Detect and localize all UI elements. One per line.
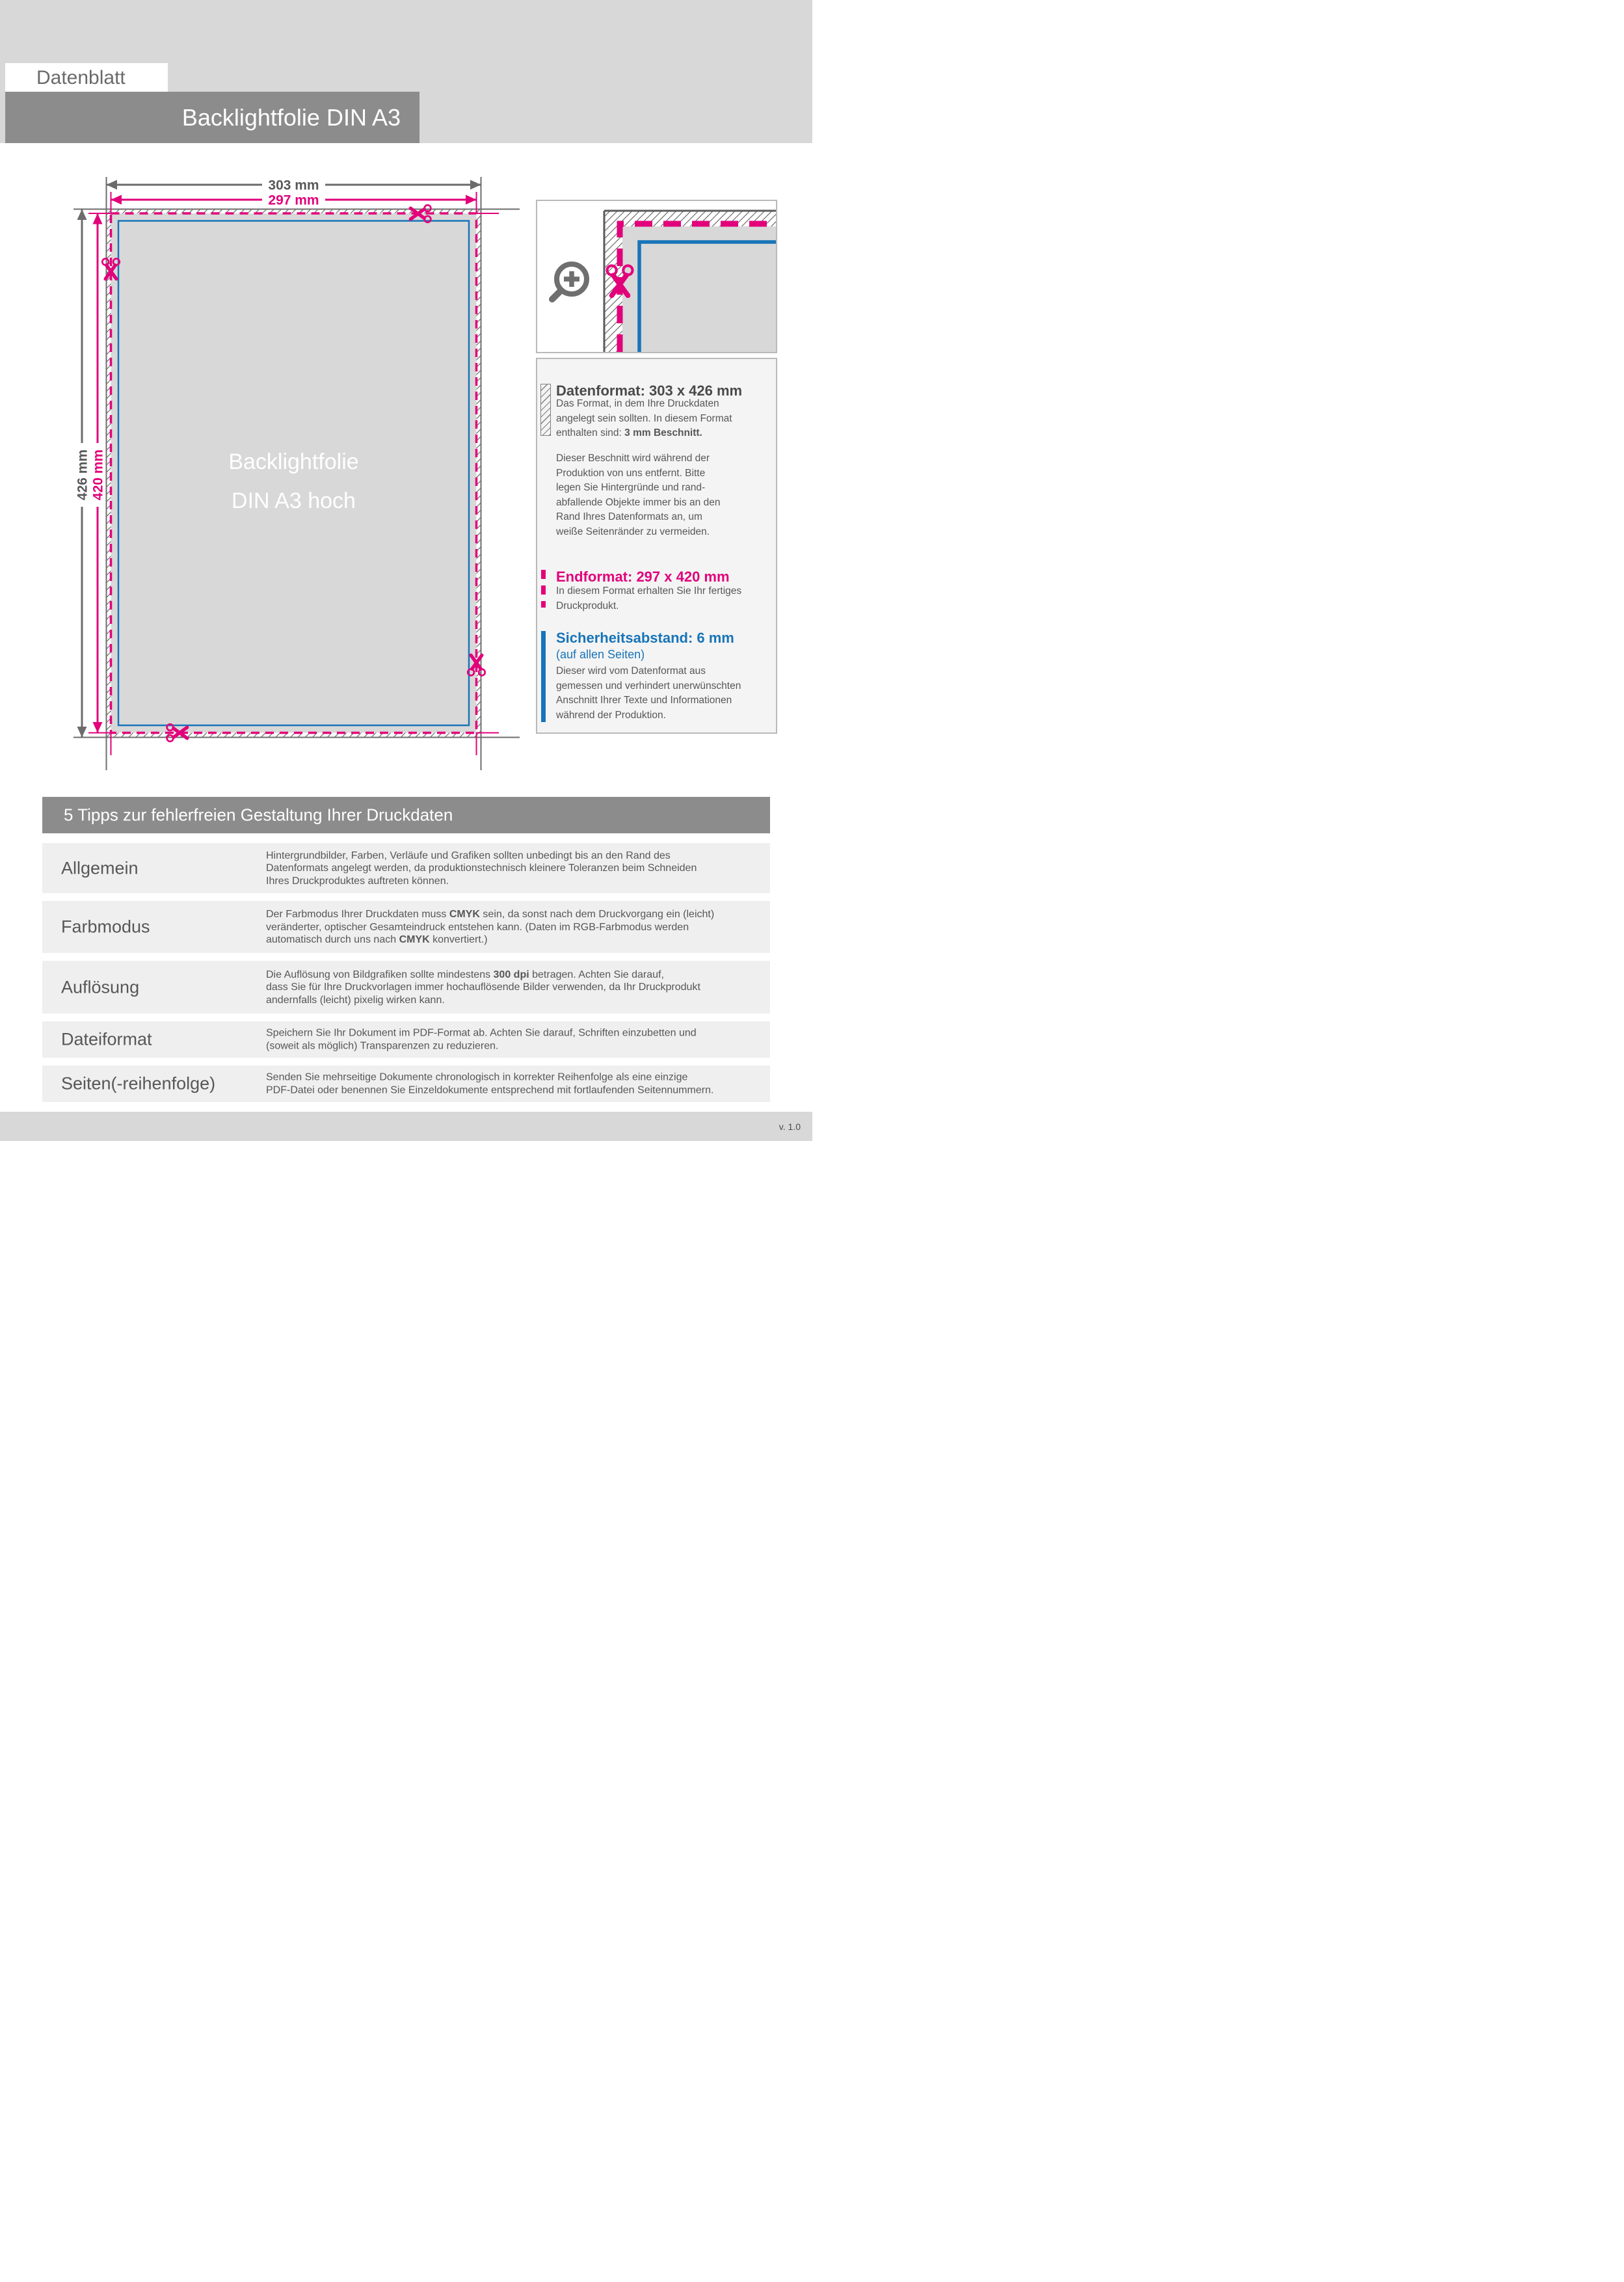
text-line: Speichern Sie Ihr Dokument im PDF-Format ab. Achten Sie darauf, Schriften einzubetten und [266, 1027, 697, 1039]
dim-width-inner-label: 297 mm [268, 193, 319, 208]
datenblatt-tag [5, 63, 168, 92]
text-line: Ihres Druckproduktes auftreten können. [266, 875, 449, 887]
format-info-box [536, 358, 777, 734]
page-title: Backlightfolie DIN A3 [181, 103, 401, 131]
endformat-title: Endformat: 297 x 420 mm [556, 569, 730, 585]
datenformat-body2 [556, 451, 720, 539]
text-line: Der Farbmodus Ihrer Druckdaten muss CMYK sein, da sonst nach dem Druckvorgang ein (leicht) [266, 908, 715, 920]
text-line: während der Produktion. [556, 709, 666, 721]
text-line: andernfalls (leicht) pixelig wirken kann. [266, 994, 445, 1006]
title-bar [5, 92, 419, 143]
tip-body [266, 849, 697, 887]
text-line: Hintergrundbilder, Farben, Verläufe und Grafiken sollten unbedingt bis an den Rand des [266, 850, 671, 861]
tip-row [42, 843, 770, 893]
text-line: weiße Seitenränder zu vermeiden. [556, 526, 710, 537]
dim-height-outer-label: 426 mm [75, 449, 90, 501]
datenblatt-label: Datenblatt [36, 66, 126, 88]
datenformat-body [556, 397, 732, 441]
corner-zoom-box [536, 200, 777, 353]
tip-label: Allgemein [61, 858, 139, 878]
tip-label: Seiten(-reihenfolge) [61, 1073, 216, 1094]
sicherheitsabstand-title: Sicherheitsabstand: 6 mm [556, 630, 734, 646]
text-line: (soweit als möglich) Transparenzen zu reduzieren. [266, 1040, 499, 1051]
text-line: Anschnitt Ihrer Texte und Informationen [556, 695, 732, 706]
tips-rows [42, 843, 770, 1110]
text-line: abfallende Objekte immer bis an den [556, 496, 721, 508]
tip-body [266, 1071, 713, 1097]
corner-zoom-diagram [537, 201, 776, 352]
tip-body [266, 908, 714, 946]
format-diagram [36, 166, 530, 784]
tip-row [42, 1066, 770, 1102]
dim-width-outer [107, 178, 481, 193]
text-line: Dieser Beschnitt wird während der [556, 453, 710, 464]
footer-band [0, 1112, 812, 1141]
datenformat-title: Datenformat: 303 x 426 mm [556, 383, 743, 399]
text-line: veränderter, optischer Gesamteindruck entstehen kann. (Daten im RGB-Farbmodus werden [266, 921, 689, 933]
tip-row [42, 961, 770, 1013]
text-line: dass Sie für Ihre Druckvorlagen immer hochauflösende Bilder verwenden, da Ihr Druckprodukt [266, 981, 700, 993]
text-line: Senden Sie mehrseitige Dokumente chronologisch in korrekter Reihenfolge als eine einzige [266, 1071, 688, 1083]
artwork-area [622, 226, 776, 352]
dim-height-inner [91, 213, 106, 733]
text-line: automatisch durch uns nach CMYK konvertiert.) [266, 933, 488, 945]
dim-width-inner [111, 193, 477, 208]
endformat-body [556, 584, 741, 613]
dim-height-inner-label: 420 mm [90, 449, 106, 501]
tip-row [42, 901, 770, 953]
version-label: v. 1.0 [779, 1121, 801, 1132]
diagram-center-line2: DIN A3 hoch [232, 489, 356, 513]
safety-line-icon [541, 631, 546, 722]
sicherheitsabstand-body [556, 664, 741, 723]
tips-header-bar [42, 797, 770, 833]
text-line: gemessen und verhindert unerwünschten [556, 680, 741, 691]
datasheet-page [0, 0, 812, 1141]
magnifier-plus-icon [552, 264, 587, 299]
text-line: Datenformats angelegt werden, da produktionstechnisch kleinere Toleranzen beim Schneiden [266, 862, 697, 874]
text-line: enthalten sind: 3 mm Beschnitt. [556, 427, 702, 438]
tip-label: Auflösung [61, 977, 140, 997]
text-line: Rand Ihres Datenformats an, um [556, 511, 702, 522]
dim-width-outer-label: 303 mm [268, 178, 319, 193]
text-line: legen Sie Hintergründe und rand- [556, 482, 706, 493]
cut-line-icon [541, 570, 546, 608]
text-line: Druckprodukt. [556, 600, 619, 611]
tip-body [266, 968, 700, 1006]
text-line: Dieser wird vom Datenformat aus [556, 665, 706, 677]
text-line: In diesem Format erhalten Sie Ihr fertiges [556, 585, 742, 597]
text-line: PDF-Datei oder benennen Sie Einzeldokumente entsprechend mit fortlaufenden Seitennummern. [266, 1084, 714, 1095]
tip-label: Farbmodus [61, 917, 150, 937]
tip-row [42, 1021, 770, 1058]
text-line: angelegt sein sollten. In diesem Format [556, 412, 732, 424]
diagram-center-line1: Backlightfolie [228, 450, 359, 474]
tip-label: Dateiformat [61, 1029, 152, 1049]
text-line: Die Auflösung von Bildgrafiken sollte mindestens 300 dpi betragen. Achten Sie darauf, [266, 969, 664, 980]
bleed-hatch-icon [540, 384, 551, 436]
dim-height-outer [75, 209, 90, 738]
tips-title: 5 Tipps zur fehlerfreien Gestaltung Ihrer Druckdaten [64, 805, 453, 825]
text-line: Das Format, in dem Ihre Druckdaten [556, 398, 719, 409]
tip-body [266, 1027, 697, 1053]
text-line: Produktion von uns entfernt. Bitte [556, 467, 706, 479]
sicherheitsabstand-subtitle: (auf allen Seiten) [556, 648, 645, 661]
